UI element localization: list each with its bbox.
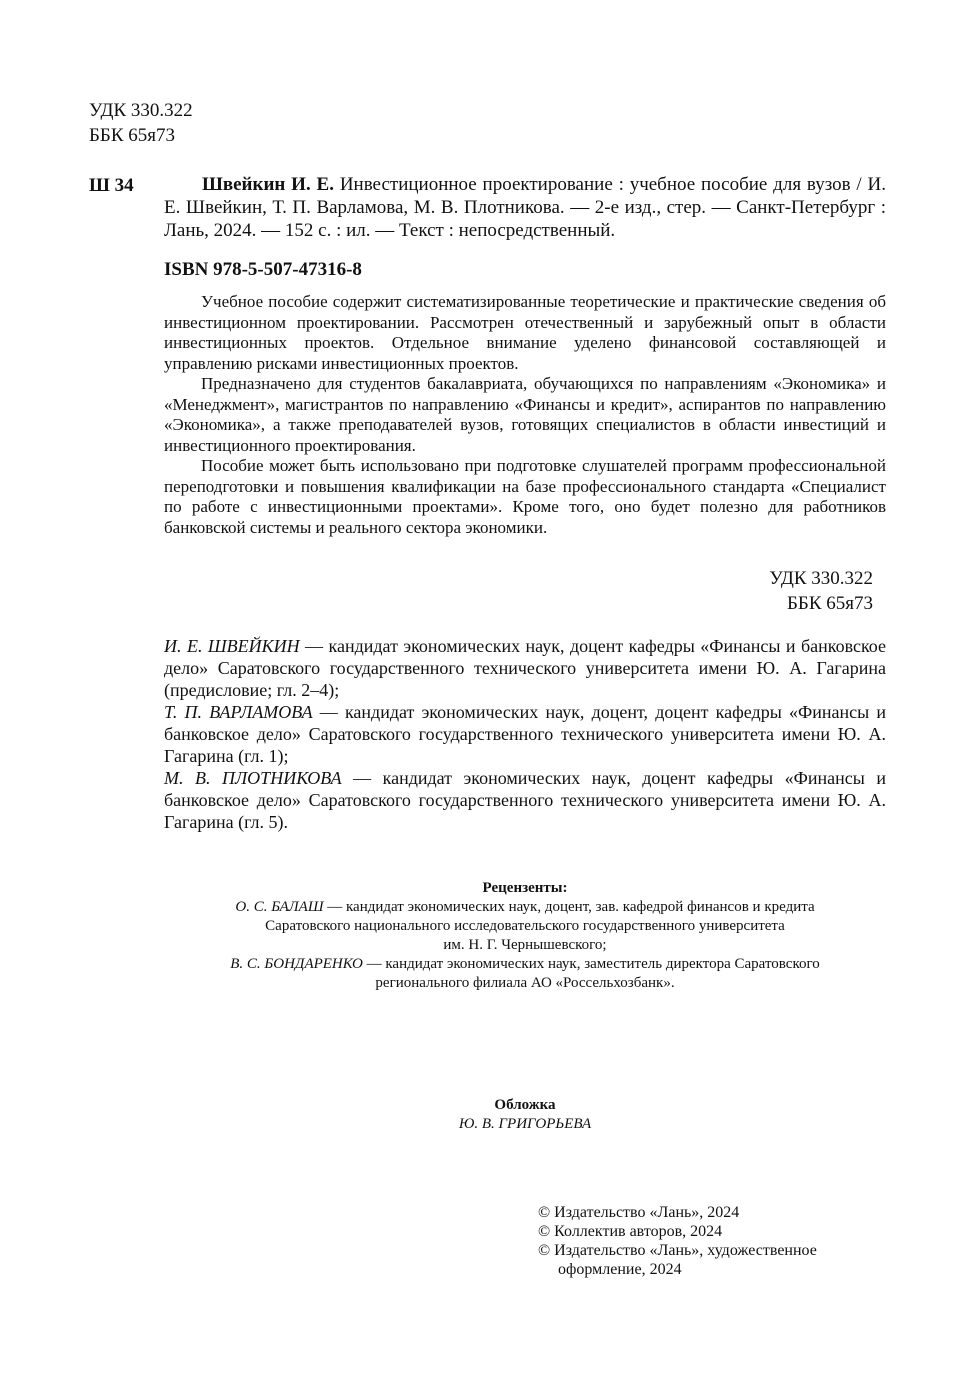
reviewer-name: В. С. БОНДАРЕНКО (230, 956, 363, 972)
reviewer-description-line: Саратовского национального исследовательского государственного университета (265, 918, 785, 934)
author-name: И. Е. ШВЕЙКИН (164, 636, 300, 656)
author-name: Т. П. ВАРЛАМОВА (164, 702, 313, 722)
bbk-code: ББК 65я73 (787, 593, 873, 614)
author-entry (164, 635, 886, 701)
abstract-paragraph: Предназначено для студентов бакалавриата, обучающихся по направлениям «Экономика» и «Менеджмент», магистрантов по направлению «Финансы и кредит», аспирантов по направлению «Экономика», а также преподавателей вузов, готовящих специалистов в области инвестиций и инвестиционного проектирования. (164, 374, 886, 455)
cover-credit (164, 1096, 886, 1134)
bbk-code: ББК 65я73 (89, 125, 175, 146)
reviewer-description: — кандидат экономических наук, доцент, зав. кафедрой финансов и кредита (323, 899, 815, 915)
reviewer-description: — кандидат экономических наук, заместитель директора Саратовского (362, 956, 820, 972)
author-description: — кандидат экономических наук, доцент, доцент кафедры «Финансы и банковское дело» Саратовского государственного технического университета имени Ю. А. Гагарина (гл. 1); (164, 702, 886, 766)
copyright-line: © Издательство «Лань», 2024 (538, 1204, 740, 1221)
main-author: Швейкин И. Е. (202, 174, 334, 195)
udk-code: УДК 330.322 (89, 100, 193, 121)
reviewer-entry (164, 898, 886, 917)
udk-code: УДК 330.322 (769, 568, 873, 589)
reviewers-heading: Рецензенты: (482, 880, 568, 896)
bibliographic-description: Инвестиционное проектирование : учебное пособие для вузов / И. Е. Швейкин, Т. П. Варламова, М. В. Плотникова. — 2-е изд., стер. — Санкт-Петербург : Лань, 2024. — 152 с. : ил. — Текст : непосредственный. (164, 174, 886, 241)
bibliographic-record (164, 173, 886, 242)
reviewer-entry (164, 955, 886, 974)
udk-bbk-top (89, 98, 193, 148)
copyright-line: оформление, 2024 (558, 1261, 682, 1278)
copyright-line: © Коллектив авторов, 2024 (538, 1223, 723, 1240)
isbn: ISBN 978-5-507-47316-8 (164, 259, 362, 280)
author-name: М. В. ПЛОТНИКОВА (164, 768, 342, 788)
author-description: — кандидат экономических наук, доцент кафедры «Финансы и банковское дело» Саратовского государственного технического университета имени Ю. А. Гагарина (гл. 5). (164, 768, 886, 832)
reviewers-section (164, 879, 886, 993)
copyright-line: © Издательство «Лань», художественное (538, 1242, 817, 1259)
author-entry (164, 701, 886, 767)
abstract-paragraph: Учебное пособие содержит систематизированные теоретические и практические сведения об инвестиционном проектировании. Рассмотрен отечественный и зарубежный опыт в области инвестиционных проектов. Отдельное внимание уделено финансовой составляющей и управлению рисками инвестиционных проектов. (164, 292, 886, 373)
abstract-paragraph: Пособие может быть использовано при подготовке слушателей программ профессиональной переподготовки и повышения квалификации на базе профессионального стандарта «Специалист по работе с инвестиционными проектами». Кроме того, оно будет полезно для работников банковской системы и реального сектора экономики. (164, 456, 886, 537)
author-entry (164, 767, 886, 833)
author-sign-code: Ш 34 (89, 175, 134, 196)
reviewer-name: О. С. БАЛАШ (235, 899, 324, 915)
copyright-block (538, 1203, 878, 1279)
authors-list (164, 635, 886, 833)
reviewer-description-line: регионального филиала АО «Россельхозбанк». (375, 975, 675, 991)
udk-bbk-right (700, 566, 873, 616)
author-description: — кандидат экономических наук, доцент кафедры «Финансы и банковское дело» Саратовского государственного технического университета имени Ю. А. Гагарина (предисловие; гл. 2–4); (164, 636, 886, 700)
reviewer-description-line: им. Н. Г. Чернышевского; (443, 937, 607, 953)
cover-heading: Обложка (494, 1097, 556, 1113)
abstract (164, 292, 886, 538)
cover-designer: Ю. В. ГРИГОРЬЕВА (458, 1116, 592, 1132)
